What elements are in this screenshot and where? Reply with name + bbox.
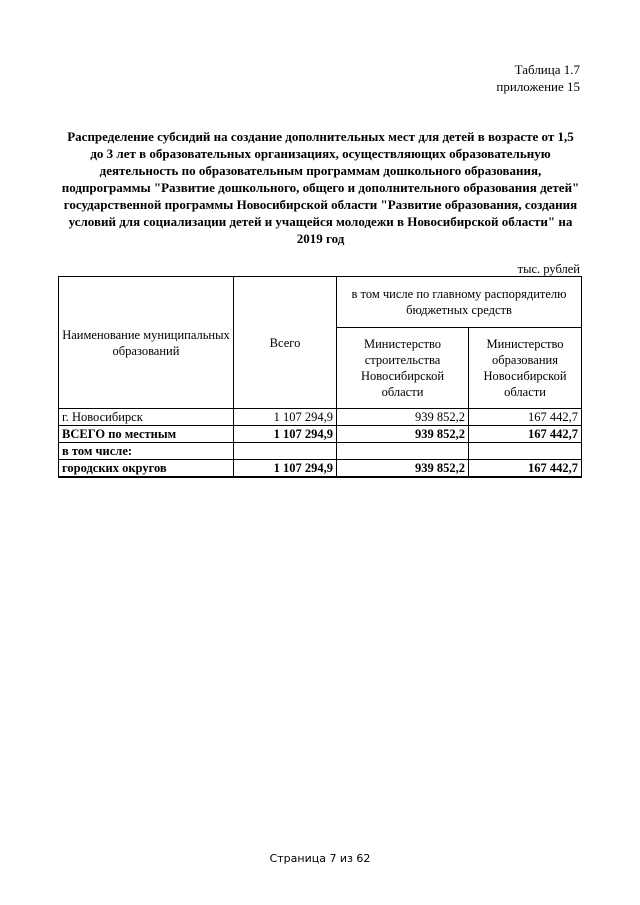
title-line: подпрограммы "Развитие дошкольного, общего и дополнительного образования детей": [61, 180, 580, 195]
header-total: Всего: [234, 277, 337, 409]
row-label: городских округов: [59, 460, 234, 478]
row-construction: 939 852,2: [337, 426, 469, 443]
table-row: [59, 409, 582, 426]
row-construction: 939 852,2: [337, 460, 469, 478]
table-row: [59, 460, 582, 478]
header-distributor-group: в том числе по главному распорядителю бюджетных средств: [337, 277, 582, 328]
row-education: 167 442,7: [469, 460, 582, 478]
row-education: [469, 443, 582, 460]
row-total: 1 107 294,9: [234, 409, 337, 426]
subsidies-table: [58, 276, 582, 478]
header-education-ministry: Министерство образования Новосибирской области: [469, 328, 582, 409]
document-title: [58, 128, 583, 247]
page-number: Страница 7 из 62: [269, 852, 371, 865]
row-education: 167 442,7: [469, 409, 582, 426]
table-row-total: [59, 426, 582, 443]
title-line: Распределение субсидий на создание дополнительных мест для детей в возрасте от 1,5: [67, 129, 574, 144]
title-line: деятельность по образовательным программам дошкольного образования,: [99, 163, 542, 178]
title-line: государственной программы Новосибирской области "Развитие образования, создания: [63, 197, 578, 212]
row-label: ВСЕГО по местным: [59, 426, 234, 443]
table-row-subheading: [59, 443, 582, 460]
table-number: Таблица 1.7: [514, 62, 580, 77]
row-label: в том числе:: [59, 443, 234, 460]
row-total: [234, 443, 337, 460]
row-total: 1 107 294,9: [234, 460, 337, 478]
header-construction-ministry: Министерство строительства Новосибирской области: [337, 328, 469, 409]
units-label: тыс. рублей: [517, 262, 580, 276]
row-education: 167 442,7: [469, 426, 582, 443]
title-line: условий для социализации детей и учащейся молодежи в Новосибирской области" на: [68, 214, 573, 229]
row-construction: [337, 443, 469, 460]
title-line: 2019 год: [296, 231, 345, 246]
row-construction: 939 852,2: [337, 409, 469, 426]
appendix-label: приложение 15: [496, 79, 580, 94]
row-label: г. Новосибирск: [59, 409, 234, 426]
row-total: 1 107 294,9: [234, 426, 337, 443]
header-municipality: Наименование муниципальных образований: [59, 277, 234, 409]
title-line: до 3 лет в образовательных организациях, осуществляющих образовательную: [90, 146, 551, 161]
